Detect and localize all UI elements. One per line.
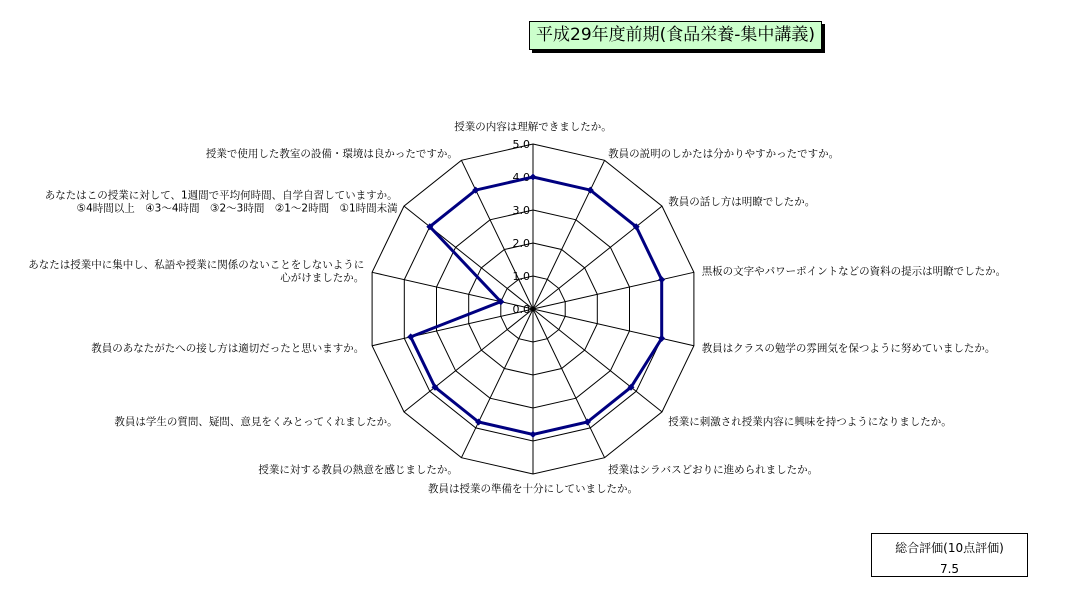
category-label: 黒板の文字やパワーポイントなどの資料の提示は明瞭でしたか。 xyxy=(701,265,1007,278)
category-label: ⑤4時間以上 ④3～4時間 ③2～3時間 ②1～2時間 ①1時間未満 xyxy=(76,202,398,215)
category-label: 教員のあなたがたへの接し方は適切だったと思いますか。 xyxy=(91,342,365,355)
tick-label: 5.0 xyxy=(512,138,530,151)
data-point xyxy=(530,174,537,181)
category-label: 授業はシラバスどおりに進められましたか。 xyxy=(608,463,819,476)
tick-label: 2.0 xyxy=(512,237,530,250)
summary-score-box xyxy=(871,533,1028,577)
category-label: 心がけましたか。 xyxy=(280,272,365,284)
radar-grid xyxy=(372,144,694,474)
data-point xyxy=(530,431,537,438)
category-label: 教員の話し方は明瞭でしたか。 xyxy=(668,196,816,209)
data-series xyxy=(407,174,665,438)
chart-title: 平成29年度前期(食品栄養-集中講義) xyxy=(529,21,822,50)
spoke-line xyxy=(372,272,533,309)
spoke-line xyxy=(372,309,533,346)
summary-value: 7.5 xyxy=(939,562,960,576)
category-label: あなたは授業中に集中し、私語や授業に関係のないことをしないように xyxy=(28,259,365,271)
category-label: 授業で使用した教室の設備・環境は良かったですか。 xyxy=(205,148,458,161)
tick-label: 0.0 xyxy=(512,303,530,316)
category-label: 授業に対する教員の熱意を感じましたか。 xyxy=(258,463,458,476)
summary-label: 総合評価(10点評価) xyxy=(895,541,1004,555)
tick-label: 4.0 xyxy=(512,171,530,184)
spoke-line xyxy=(533,272,694,309)
series-line xyxy=(411,177,662,434)
category-label: 教員はクラスの勉学の雰囲気を保つように努めていましたか。 xyxy=(701,342,996,355)
category-label: 教員は学生の質問、疑問、意見をくみとってくれましたか。 xyxy=(114,415,398,428)
category-label: あなたはこの授業に対して、1週間で平均何時間、自学自習していますか。 xyxy=(44,189,398,202)
tick-label: 3.0 xyxy=(512,204,530,217)
category-label: 授業に刺激され授業内容に興味を持つようになりましたか。 xyxy=(668,415,952,428)
radial-tick-labels xyxy=(513,138,531,316)
spoke-line xyxy=(533,309,694,346)
category-label: 授業の内容は理解できましたか。 xyxy=(454,121,612,133)
tick-label: 1.0 xyxy=(512,270,530,283)
category-label: 教員は授業の準備を十分にしていましたか。 xyxy=(428,483,638,495)
category-label: 教員の説明のしかたは分かりやすかったですか。 xyxy=(608,148,840,161)
